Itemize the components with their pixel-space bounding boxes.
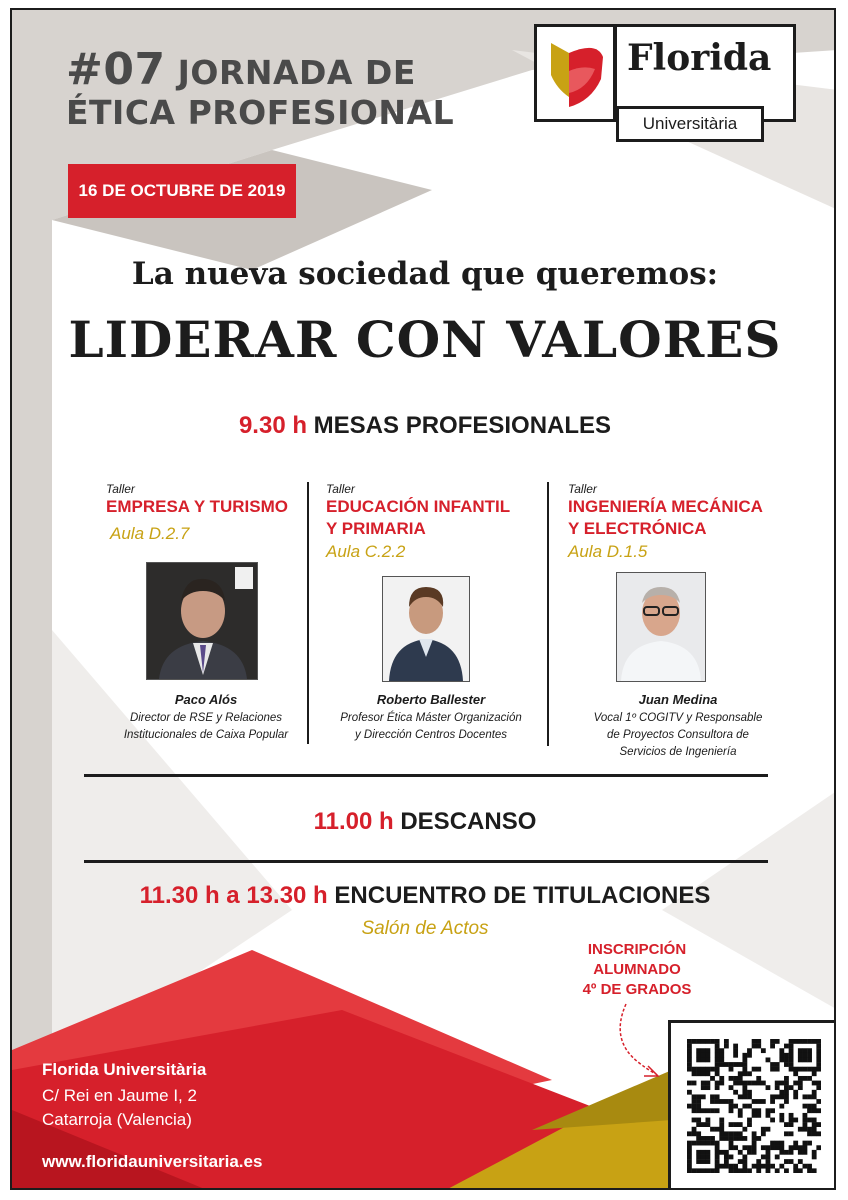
taller-label: Taller <box>568 482 597 496</box>
logo-name: Florida <box>627 37 772 79</box>
session-mesas-time: 9.30 h <box>238 412 307 439</box>
speaker-role-line: Director de RSE y Relaciones <box>129 712 283 724</box>
qr-pattern <box>687 1039 821 1173</box>
taller-name-line1: INGENIERÍA MECÁNICA <box>568 497 763 516</box>
session-descanso-label: DESCANSO <box>400 808 537 835</box>
session-descanso <box>12 808 836 836</box>
inscripcion-line3: 4º DE GRADOS <box>582 981 692 998</box>
speaker-name: Roberto Ballester <box>376 692 486 707</box>
person-icon <box>383 577 469 681</box>
footer-org: Florida Universitària <box>42 1060 207 1079</box>
inscripcion-label <box>572 940 702 1000</box>
taller-name-line2: Y PRIMARIA <box>326 519 426 538</box>
speaker-role <box>558 710 798 761</box>
taller-aula: Aula D.2.7 <box>110 524 190 543</box>
session-mesas <box>12 412 836 440</box>
inscripcion-line1: INSCRIPCIÓN <box>587 941 687 958</box>
column-divider <box>547 482 549 746</box>
arrow-icon <box>608 1000 668 1090</box>
subtitle: La nueva sociedad que queremos: <box>131 256 719 292</box>
speaker-photo-juan <box>616 572 706 682</box>
taller-aula: Aula C.2.2 <box>326 542 406 561</box>
qr-code[interactable] <box>668 1020 836 1190</box>
event-number: #07 <box>66 44 166 95</box>
session-encuentro-label: ENCUENTRO DE TITULACIONES <box>334 882 711 909</box>
event-title-line1: JORNADA DE <box>177 53 416 92</box>
taller-educacion <box>326 482 546 562</box>
person-icon <box>617 573 705 681</box>
speaker-role-line: y Dirección Centros Docentes <box>354 729 508 741</box>
session-mesas-label: MESAS PROFESIONALES <box>313 412 612 439</box>
speaker-role-line: de Proyectos Consultora de <box>607 729 749 741</box>
session-encuentro-place: Salón de Actos <box>361 918 489 939</box>
taller-name: EMPRESA Y TURISMO <box>106 497 288 516</box>
speaker-role <box>316 710 546 744</box>
inscripcion-line2: ALUMNADO <box>593 961 681 978</box>
taller-label: Taller <box>326 482 355 496</box>
taller-empresa <box>106 482 306 544</box>
speaker-photo-roberto <box>382 576 470 682</box>
taller-label: Taller <box>106 482 135 496</box>
speaker-name: Juan Medina <box>638 692 718 707</box>
speaker-name: Paco Alós <box>174 692 238 707</box>
person-icon <box>147 563 257 679</box>
taller-aula: Aula D.1.5 <box>568 542 648 561</box>
footer-city: Catarroja (Valencia) <box>42 1110 192 1129</box>
speaker-role <box>96 710 316 744</box>
logo-subtitle: Universitària <box>616 106 764 142</box>
speaker-role-line: Servicios de Ingeniería <box>619 746 737 758</box>
footer-web[interactable]: www.floridauniversitaria.es <box>42 1152 263 1171</box>
speaker-role-line: Institucionales de Caixa Popular <box>123 729 289 741</box>
taller-name-line2: Y ELECTRÓNICA <box>568 519 707 538</box>
speaker-role-line: Vocal 1º COGITV y Responsable <box>593 712 763 724</box>
main-title: LIDERAR CON VALORES <box>68 310 782 369</box>
speaker-role-line: Profesor Ética Máster Organización <box>340 712 522 724</box>
taller-ingenieria <box>568 482 798 562</box>
poster <box>10 8 836 1190</box>
session-encuentro <box>12 882 836 910</box>
event-title <box>66 44 455 133</box>
event-date: 16 DE OCTUBRE DE 2019 <box>68 164 296 218</box>
session-encuentro-time: 11.30 h a 13.30 h <box>139 882 328 909</box>
event-title-line2: ÉTICA PROFESIONAL <box>66 93 455 132</box>
column-divider <box>307 482 309 744</box>
speaker-photo-paco <box>146 562 258 680</box>
shield-icon <box>543 35 613 115</box>
divider <box>84 860 768 863</box>
divider <box>84 774 768 777</box>
session-descanso-time: 11.00 h <box>313 808 394 835</box>
taller-name-line1: EDUCACIÓN INFANTIL <box>326 497 511 516</box>
footer-street: C/ Rei en Jaume I, 2 <box>42 1086 197 1105</box>
